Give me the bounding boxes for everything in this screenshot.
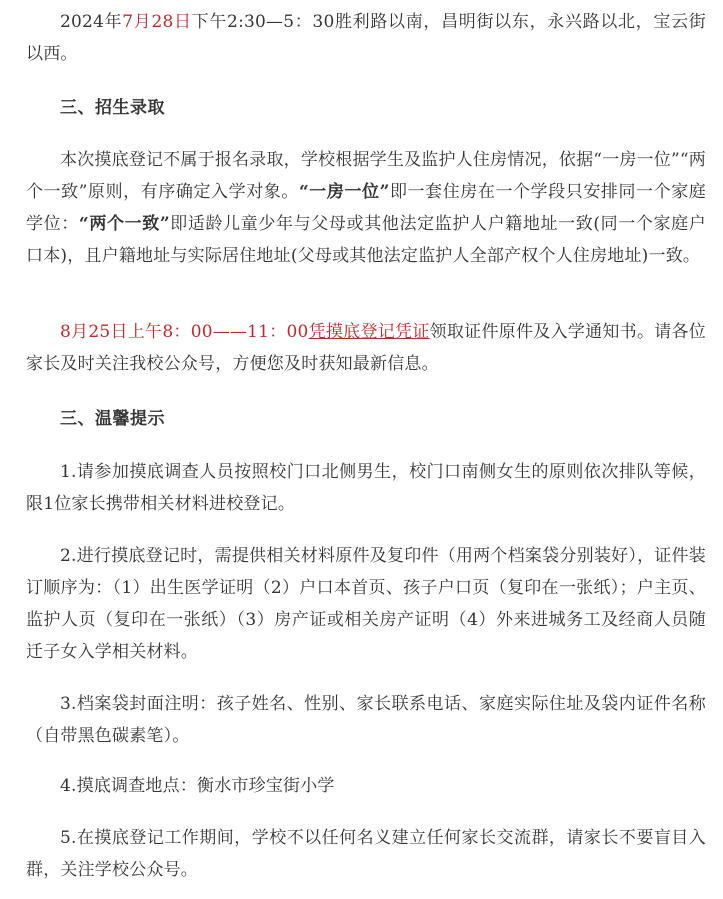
- registration-area-text: 下午2:30—5：30胜利路以南，昌明街以东，永兴路以北，宝云街以西。: [26, 12, 706, 64]
- tip-item: 4.摸底调查地点：衡水市珍宝街小学: [60, 776, 335, 796]
- section-heading-tips: 三、温馨提示: [60, 409, 165, 429]
- registration-voucher-link[interactable]: 凭摸底登记凭证: [308, 322, 430, 342]
- tip-item: 1.请参加摸底调查人员按照校门口北侧男生，校门口南侧女生的原则依次排队等候，限1位家长携带相关材料进校登记。: [26, 462, 706, 514]
- tip-item: 5.在摸底登记工作期间，学校不以任何名义建立任何家长交流群，请家长不要盲目入群，关注学校公众号。: [26, 828, 706, 880]
- term-two-consistencies: “两个一致”: [78, 214, 170, 234]
- admission-text-1: 本次摸底登记不属于报名录取，学校根据学生及监护人住房情况，依据“一房一位”“两个一致”原则，有序确定入学对象。: [26, 150, 706, 202]
- tip-item: 3.档案袋封面注明：孩子姓名、性别、家长联系电话、家庭实际住址及袋内证件名称（自带黑色碳素笔）。: [26, 694, 706, 746]
- admission-paragraph: [26, 144, 706, 272]
- year-text: 2024年: [60, 12, 123, 32]
- term-one-house-one-seat: “一房一位”: [298, 182, 390, 202]
- notice-text: 领取证件原件及入学通知书。请各位家长及时关注我校公众号，方便您及时获知最新信息。: [26, 322, 707, 374]
- tip-item: 2.进行摸底登记时，需提供相关材料原件及复印件（用两个档案袋分别装好），证件装订顺序为：（1）出生医学证明（2）户口本首页、孩子户口页（复印在一张纸）；户主页、监护人页（复印在一张纸）（3）房产证或相关房产证明（4）外来进城务工及经商人员随迁子女入学相关材料。: [26, 546, 706, 662]
- section-heading-admission: 三、招生录取: [60, 98, 165, 118]
- notice-time: 8月25日上午8：00——11：00: [60, 322, 309, 342]
- admission-text-3: 即适龄儿童少年与父母或其他法定监护人户籍地址一致(同一个家庭户口本)，且户籍地址与实际居住地址(父母或其他法定监护人全部产权个人住房地址)一致。: [26, 214, 706, 266]
- notice-paragraph: [26, 316, 706, 380]
- registration-area-paragraph: [26, 6, 706, 70]
- registration-date: 7月28日: [122, 12, 192, 32]
- admission-text-2: 即一套住房在一个学段只安排同一个家庭学位：: [26, 182, 706, 234]
